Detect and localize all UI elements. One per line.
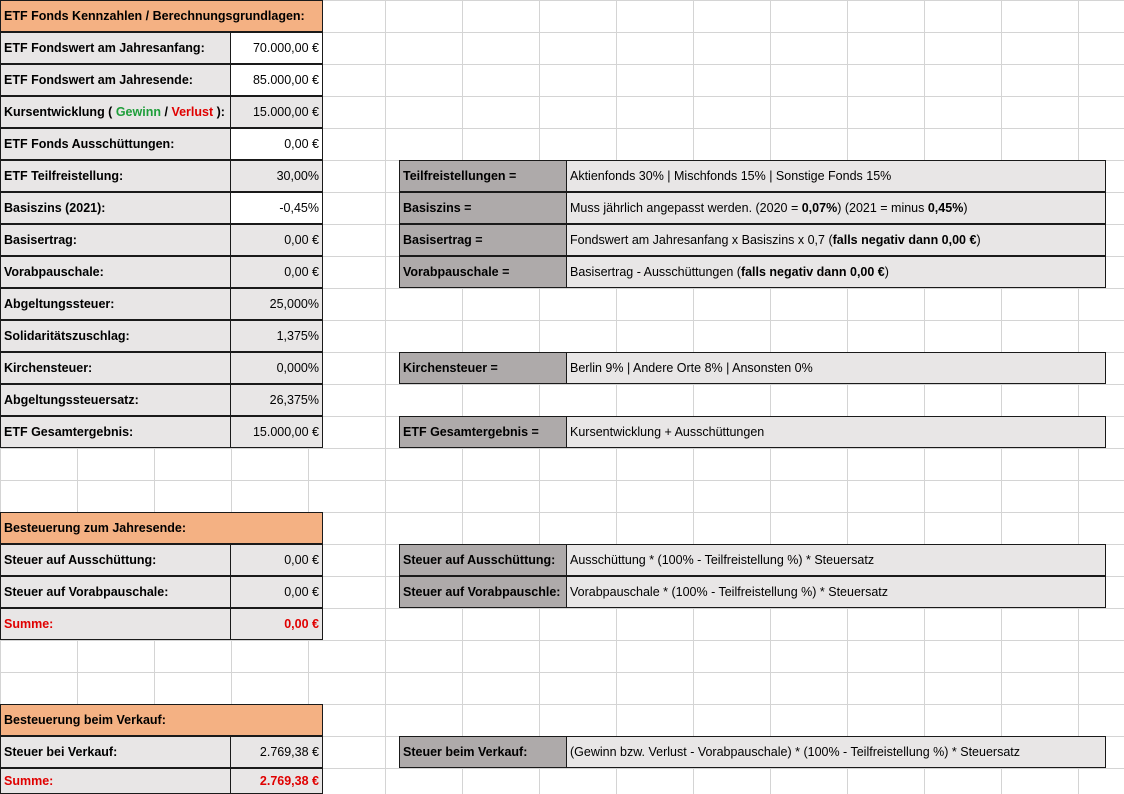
info-text-basisertrag[interactable]: Fondswert am Jahresanfang x Basiszins x 0,7 ( falls negativ dann 0,00 € ) — [566, 224, 1106, 256]
info-label-basisertrag[interactable]: Basisertrag = — [399, 224, 567, 256]
info-text-vorabpauschale[interactable]: Basisertrag - Ausschüttungen ( falls negativ dann 0,00 € ) — [566, 256, 1106, 288]
value-basiszins[interactable]: -0,45% — [230, 192, 323, 224]
label-summe-jahresende[interactable]: Summe: — [0, 608, 231, 640]
label-ausschuettungen[interactable]: ETF Fonds Ausschüttungen: — [0, 128, 231, 160]
value-summe-jahresende[interactable]: 0,00 € — [230, 608, 323, 640]
value-basisertrag[interactable]: 0,00 € — [230, 224, 323, 256]
label-kirchensteuer[interactable]: Kirchensteuer: — [0, 352, 231, 384]
value-steuer-vorabpauschale[interactable]: 0,00 € — [230, 576, 323, 608]
info-text-steuer-ausschuettung[interactable]: Ausschüttung * (100% - Teilfreistellung %) * Steuersatz — [566, 544, 1106, 576]
info-label-steuer-ausschuettung[interactable]: Steuer auf Ausschüttung: — [399, 544, 567, 576]
value-abgeltungssteuer[interactable]: 25,000% — [230, 288, 323, 320]
info-label-kirchensteuer[interactable]: Kirchensteuer = — [399, 352, 567, 384]
label-fondswert-anfang[interactable]: ETF Fondswert am Jahresanfang: — [0, 32, 231, 64]
label-abgeltungssteuer[interactable]: Abgeltungssteuer: — [0, 288, 231, 320]
kennzahlen-header[interactable]: ETF Fonds Kennzahlen / Berechnungsgrundlagen: — [0, 0, 323, 32]
value-kirchensteuer[interactable]: 0,000% — [230, 352, 323, 384]
info-text-basiszins[interactable]: Muss jährlich angepasst werden. (2020 = 0,07% ) (2021 = minus 0,45% ) — [566, 192, 1106, 224]
value-fondswert-anfang[interactable]: 70.000,00 € — [230, 32, 323, 64]
label-steuer-verkauf[interactable]: Steuer bei Verkauf: — [0, 736, 231, 768]
label-abgeltungssteuersatz[interactable]: Abgeltungssteuersatz: — [0, 384, 231, 416]
info-label-steuer-vorabpauschale[interactable]: Steuer auf Vorabpauschle: — [399, 576, 567, 608]
label-summe-verkauf[interactable]: Summe: — [0, 768, 231, 794]
value-fondswert-ende[interactable]: 85.000,00 € — [230, 64, 323, 96]
value-abgeltungssteuersatz[interactable]: 26,375% — [230, 384, 323, 416]
label-gesamtergebnis[interactable]: ETF Gesamtergebnis: — [0, 416, 231, 448]
info-text-gesamtergebnis[interactable]: Kursentwicklung + Ausschüttungen — [566, 416, 1106, 448]
label-fondswert-ende[interactable]: ETF Fondswert am Jahresende: — [0, 64, 231, 96]
label-basisertrag[interactable]: Basisertrag: — [0, 224, 231, 256]
gain-label: Gewinn — [115, 105, 161, 119]
info-label-gesamtergebnis[interactable]: ETF Gesamtergebnis = — [399, 416, 567, 448]
value-ausschuettungen[interactable]: 0,00 € — [230, 128, 323, 160]
value-gesamtergebnis[interactable]: 15.000,00 € — [230, 416, 323, 448]
value-kursentwicklung[interactable]: 15.000,00 € — [230, 96, 323, 128]
info-text-steuer-verkauf[interactable]: (Gewinn bzw. Verlust - Vorabpauschale) * (100% - Teilfreistellung %) * Steuersatz — [566, 736, 1106, 768]
value-teilfreistellung[interactable]: 30,00% — [230, 160, 323, 192]
label-vorabpauschale[interactable]: Vorabpauschale: — [0, 256, 231, 288]
info-label-basiszins[interactable]: Basiszins = — [399, 192, 567, 224]
info-label-teilfreistellungen[interactable]: Teilfreistellungen = — [399, 160, 567, 192]
verkauf-header[interactable]: Besteuerung beim Verkauf: — [0, 704, 323, 736]
jahresende-header[interactable]: Besteuerung zum Jahresende: — [0, 512, 323, 544]
value-vorabpauschale[interactable]: 0,00 € — [230, 256, 323, 288]
value-solidaritaetszuschlag[interactable]: 1,375% — [230, 320, 323, 352]
loss-label: Verlust — [171, 105, 214, 119]
info-text-steuer-vorabpauschale[interactable]: Vorabpauschale * (100% - Teilfreistellung %) * Steuersatz — [566, 576, 1106, 608]
info-text-teilfreistellungen[interactable]: Aktienfonds 30% | Mischfonds 15% | Sonstige Fonds 15% — [566, 160, 1106, 192]
value-steuer-verkauf[interactable]: 2.769,38 € — [230, 736, 323, 768]
label-basiszins[interactable]: Basiszins (2021): — [0, 192, 231, 224]
value-steuer-ausschuettung[interactable]: 0,00 € — [230, 544, 323, 576]
label-steuer-vorabpauschale[interactable]: Steuer auf Vorabpauschale: — [0, 576, 231, 608]
info-label-steuer-verkauf[interactable]: Steuer beim Verkauf: — [399, 736, 567, 768]
label-kursentwicklung[interactable]: Kursentwicklung ( Gewinn / Verlust ): — [0, 96, 231, 128]
label-teilfreistellung[interactable]: ETF Teilfreistellung: — [0, 160, 231, 192]
label-steuer-ausschuettung[interactable]: Steuer auf Ausschüttung: — [0, 544, 231, 576]
info-text-kirchensteuer[interactable]: Berlin 9% | Andere Orte 8% | Ansonsten 0% — [566, 352, 1106, 384]
value-summe-verkauf[interactable]: 2.769,38 € — [230, 768, 323, 794]
label-solidaritaetszuschlag[interactable]: Solidaritätszuschlag: — [0, 320, 231, 352]
info-label-vorabpauschale[interactable]: Vorabpauschale = — [399, 256, 567, 288]
